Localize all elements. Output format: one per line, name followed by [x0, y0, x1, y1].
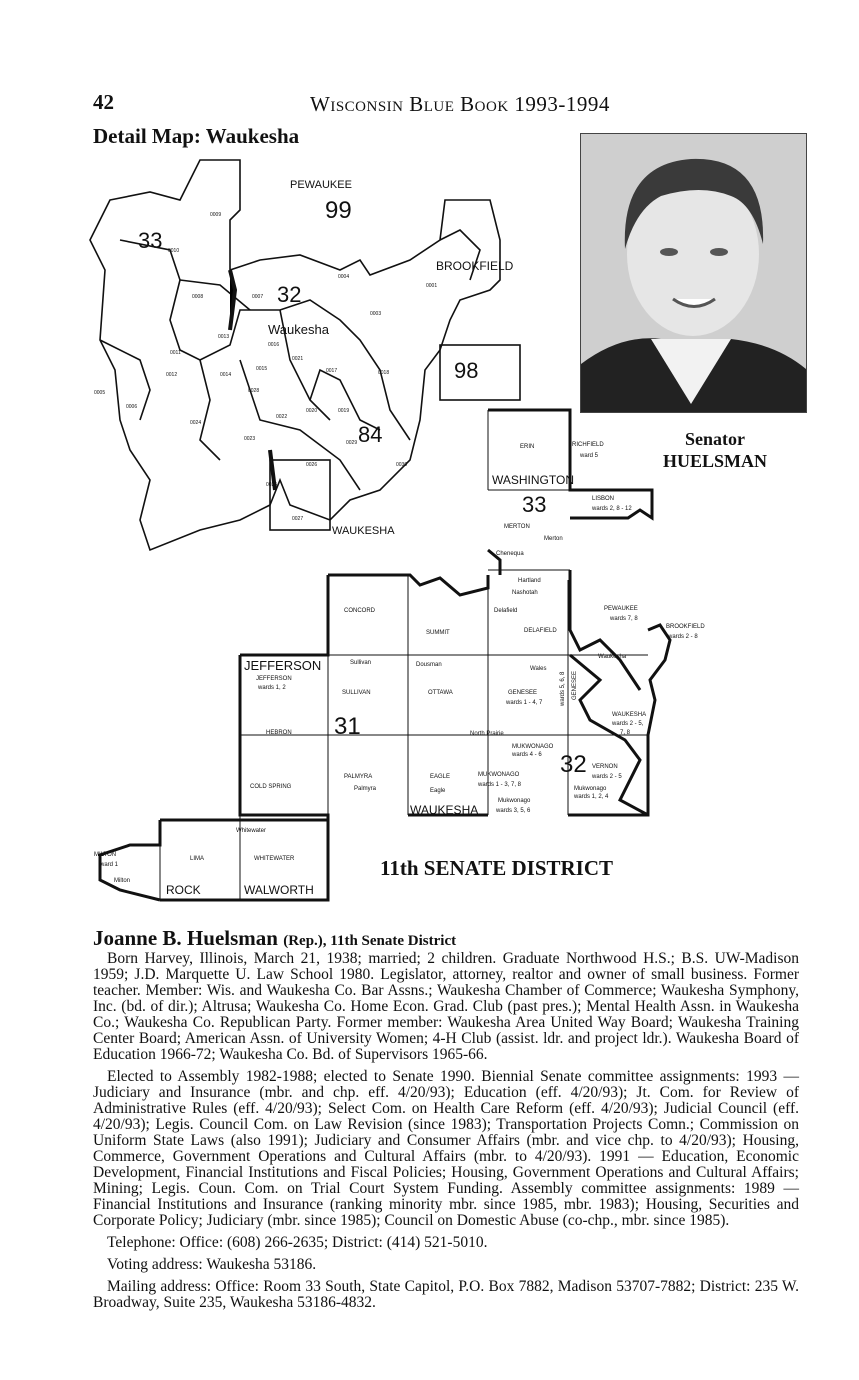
ward-0005: 0005 [94, 390, 106, 396]
label-lisbon: LISBON [592, 496, 615, 502]
label-lima: LIMA [190, 856, 205, 862]
ward-0006: 0006 [126, 404, 138, 410]
label-chenequa: Chenequa [496, 551, 524, 557]
label-delafield: Delafield [494, 608, 518, 614]
label-merton-village: Merton [544, 536, 563, 542]
ward-0014: 0014 [220, 372, 232, 378]
ward-0018: 0018 [378, 370, 390, 376]
ward-0008: 0008 [192, 294, 204, 300]
ward-0020: 0020 [306, 408, 318, 414]
ward-0011: 0011 [170, 350, 181, 356]
district-map-title: 11th SENATE DISTRICT [380, 856, 614, 880]
label-whitewater-city: Whitewater [236, 828, 267, 834]
label-north-prairie: North Prairie [470, 731, 504, 737]
ward-0010: 0010 [168, 248, 180, 254]
label-genesee-wards: wards 1 - 4, 7 [506, 700, 543, 706]
label-waukesha-town: WAUKESHA [612, 712, 647, 718]
label-pewaukee-wards: wards 7, 8 [610, 616, 638, 622]
bio-voting-address: Voting address: Waukesha 53186. [107, 1256, 317, 1273]
ward-0017: 0017 [326, 368, 338, 374]
senator-photo [580, 133, 807, 413]
label-milton-town: MILTON [94, 852, 117, 858]
label-palmyra-town: PALMYRA [344, 774, 373, 780]
ward-0019: 0019 [338, 408, 350, 414]
label-jefferson-wards: wards 1, 2 [258, 685, 286, 691]
label-nashotah: Nashotah [512, 590, 538, 596]
ward-0021: 0021 [292, 356, 304, 362]
label-pewaukee: PEWAUKEE [290, 179, 352, 191]
label-brookfield: BROOKFIELD [436, 259, 514, 273]
label-mukwonago-village2-wards: wards 3, 5, 6 [496, 808, 531, 814]
label-eagle-town: EAGLE [430, 774, 451, 780]
bio-heading [93, 926, 799, 950]
label-vernon-wards: wards 2 - 5 [592, 774, 622, 780]
label-district-31: 31 [334, 713, 361, 740]
senate-district-map [80, 400, 705, 910]
label-district-33: 33 [522, 492, 547, 517]
label-district-32: 32 [277, 282, 302, 307]
ward-0029: 0029 [346, 440, 358, 446]
ward-0016: 0016 [268, 342, 280, 348]
label-lisbon-wards: wards 2, 8 - 12 [592, 506, 632, 512]
label-jefferson-county: JEFFERSON [244, 658, 322, 673]
label-hartland: Hartland [518, 578, 541, 584]
detail-map-title: Detail Map: Waukesha [93, 124, 300, 148]
label-mukwonago-town-wards: wards 1 - 3, 7, 8 [478, 782, 522, 788]
label-waukesha-town-wards2: 7, 8 [620, 730, 631, 736]
label-mukwonago-north: MUKWONAGO [512, 744, 554, 750]
label-hebron: HEBRON [266, 730, 292, 736]
ward-0027: 0027 [292, 516, 304, 522]
caption-name: HUELSMAN [662, 451, 767, 471]
ward-0028: 0028 [248, 388, 260, 394]
caption-title: Senator [685, 429, 745, 449]
senator-name: Joanne B. Huelsman [93, 926, 278, 950]
ward-0022: 0022 [276, 414, 288, 420]
label-genesee-side-wards: wards 5, 6, 8 [560, 671, 566, 706]
label-ottawa: OTTAWA [428, 690, 453, 696]
ward-0009: 0009 [210, 212, 222, 218]
label-mukwonago-village: Mukwonago [574, 786, 607, 792]
ward-0012: 0012 [166, 372, 178, 378]
biography [93, 926, 799, 1317]
label-concord: CONCORD [344, 608, 375, 614]
ward-0001: 0001 [426, 283, 438, 289]
label-richfield: RICHFIELD [572, 442, 604, 448]
label-mukwonago-town: MUKWONAGO [478, 772, 520, 778]
ward-0026: 0026 [306, 462, 318, 468]
label-sullivan: SULLIVAN [342, 690, 371, 696]
label-genesee-side: GENESEE [572, 670, 578, 700]
label-district-99: 99 [325, 197, 352, 224]
label-milton-ward: ward 1 [100, 862, 119, 868]
ward-0023: 0023 [244, 436, 256, 442]
ward-0025: 0025 [266, 482, 278, 488]
label-wales: Wales [530, 666, 547, 672]
label-genesee: GENESEE [508, 690, 538, 696]
label-mukwonago-north-wards: wards 4 - 6 [512, 752, 542, 758]
label-waukesha-city: Waukesha [268, 322, 329, 337]
label-jefferson-city: JEFFERSON [256, 676, 292, 682]
label-pewaukee: PEWAUKEE [604, 606, 638, 612]
bio-mailing-address: Mailing address: Office: Room 33 South, State Capitol, P.O. Box 7882, Madison 53707-7882; District: 235 W. Broadway, Suite 235, Waukesha 53186-4832. [93, 1278, 799, 1311]
label-washington: WASHINGTON [492, 473, 575, 487]
label-district-84: 84 [358, 422, 383, 447]
label-milton: Milton [114, 878, 131, 884]
running-title: Wisconsin Blue Book 1993-1994 [310, 92, 610, 116]
label-brookfield: BROOKFIELD [666, 624, 705, 630]
label-vernon: VERNON [592, 764, 618, 770]
label-walworth-county: WALWORTH [244, 883, 314, 897]
label-delafield-city: DELAFIELD [524, 628, 557, 634]
ward-0003: 0003 [370, 311, 382, 317]
bio-telephone: Telephone: Office: (608) 266-2635; District: (414) 521-5010. [107, 1234, 488, 1251]
bio-paragraph-legislative: Elected to Assembly 1982-1988; elected to Senate 1990. Biennial Senate committee assignments: 1993 — Judiciary and Insurance (mbr. and chp. eff. 4/20/93); Education (eff. 4/20/93); Jt. Com. for Review of Administrative Rules (eff. 4/20/93); Select Com. on Health Care Reform (eff. 4/20/93); Judicial Council (eff. 4/20/93); Legis. Council Com. on Law Revision (since 1983); Transportation Projects Comn.; Commission on Uniform State Laws (also 1991); Judiciary and Consumer Affairs (mbr. and vice chp. to 4/20/93); Housing, Commerce, Government Operations and Cultural Affairs (mbr. to 4/20/93). 1991 — Education, Economic Development, Financial Institutions and Fiscal Policies; Housing, Government Operations and Cultural Affairs; Mining; Legis. Coun. Com. on Trial Court System Funding. Assembly committee assignments: 1989 — Financial Institutions and Insurance (ranking minority mbr. since 1985, mbr. 1983); Housing, Securities and Corporate Policy; Judiciary (mbr. since 1985); Council on Domestic Abuse (co-chp., mbr. since 1985). [93, 1068, 799, 1229]
page-number: 42 [93, 90, 114, 114]
label-waukesha: WAUKESHA [332, 525, 395, 537]
label-mukwonago-village-wards: wards 1, 2, 4 [574, 794, 609, 800]
label-mukwonago-village2: Mukwonago [498, 798, 531, 804]
label-brookfield-wards: wards 2 - 8 [668, 634, 698, 640]
label-waukesha-town-wards: wards 2 - 5, [612, 721, 644, 727]
ward-0013: 0013 [218, 334, 230, 340]
label-palmyra: Palmyra [354, 786, 377, 792]
ward-0030: 0030 [396, 462, 408, 468]
party-district: (Rep.), 11th Senate District [283, 933, 457, 949]
ward-0015: 0015 [256, 366, 268, 372]
label-eagle: Eagle [430, 788, 446, 794]
label-district-98: 98 [454, 358, 479, 383]
bio-paragraph-personal: Born Harvey, Illinois, March 21, 1938; married; 2 children. Graduate Northwood H.S.; B.S. UW-Madison 1959; J.D. Marquette U. Law School 1980. Legislator, attorney, realtor and owner of small business. Former teacher. Member: Wis. and Waukesha Co. Bar Assns.; Waukesha Chamber of Commerce; Waukesha Symphony, Inc. (bd. of dir.); Altrusa; Waukesha Co. Home Econ. Grad. Club (past pres.); Mental Health Assn. in Waukesha Co.; Waukesha Co. Republican Party. Former member: Waukesha Area United Way Board; Waukesha Training Center Board; American Assn. of University Women; 4-H Club (assist. ldr. and project ldr.). Waukesha Board of Education 1966-72; Waukesha Co. Bd. of Supervisors 1965-66. [93, 950, 799, 1063]
label-sullivan-village: Sullivan [350, 660, 372, 666]
label-rock-county: ROCK [166, 883, 201, 897]
label-waukesha-city: Waukesha [598, 654, 627, 660]
ward-0007: 0007 [252, 294, 264, 300]
label-erin: ERIN [520, 444, 535, 450]
ward-0004: 0004 [338, 274, 350, 280]
label-merton: MERTON [504, 524, 530, 530]
label-waukesha-county: WAUKESHA [410, 803, 479, 817]
label-dousman: Dousman [416, 662, 442, 668]
label-whitewater: WHITEWATER [254, 856, 295, 862]
label-district-33: 33 [138, 228, 163, 253]
ward-0024: 0024 [190, 420, 202, 426]
label-richfield-wards: ward 5 [580, 453, 599, 459]
label-cold-spring: COLD SPRING [250, 784, 292, 790]
label-district-32: 32 [560, 751, 587, 778]
label-summit: SUMMIT [426, 630, 450, 636]
